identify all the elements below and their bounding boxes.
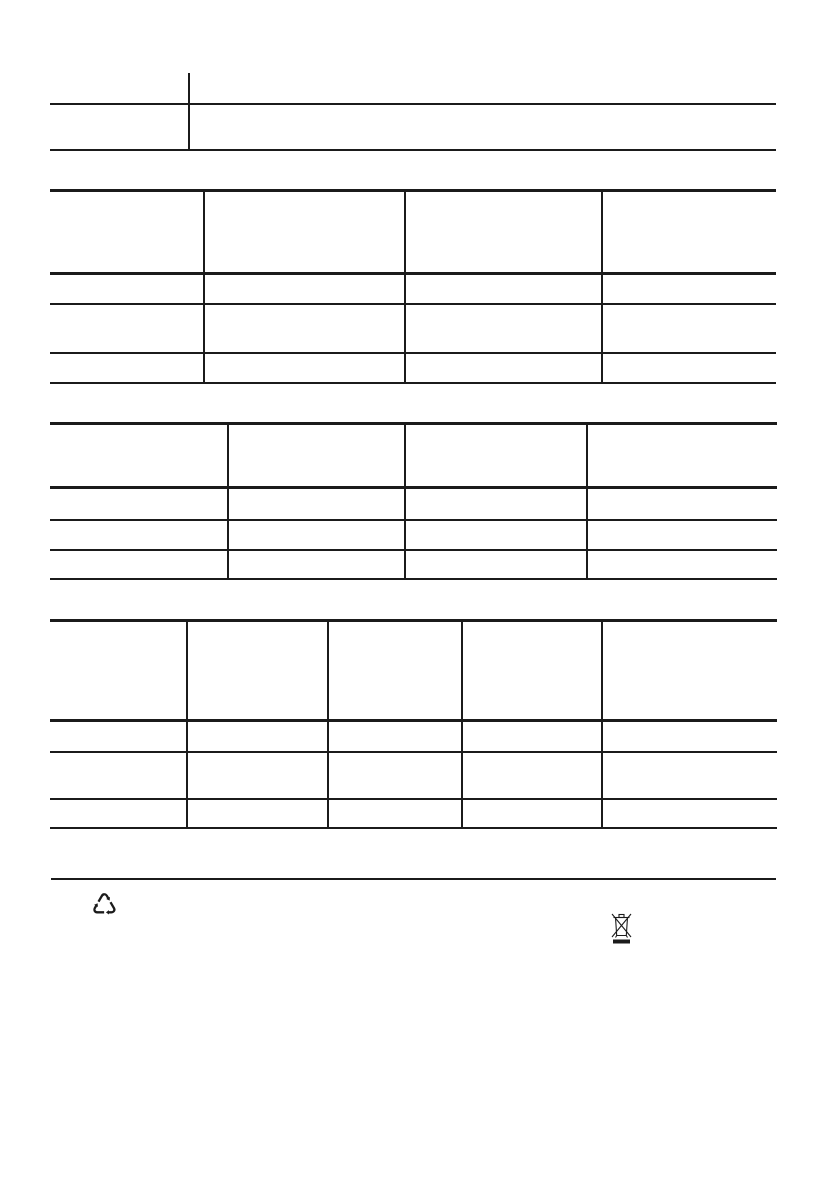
weee-crossed-out-bin-icon	[611, 913, 632, 948]
table-4-column-divider	[601, 619, 603, 829]
table-4-column-divider	[186, 619, 188, 829]
table-4-top-border	[50, 619, 777, 622]
table-3-row-line	[50, 519, 777, 521]
section-divider-rule	[51, 878, 776, 880]
table-2-column-divider	[203, 189, 205, 384]
table-3-column-divider	[227, 422, 229, 580]
table-1-column-divider	[188, 73, 190, 150]
table-3-header-bottom-border	[50, 486, 777, 489]
table-4-row-line	[50, 798, 777, 800]
table-2-top-border	[50, 189, 776, 192]
table-4-column-divider	[327, 619, 329, 829]
table-3-column-divider	[586, 422, 588, 580]
table-3-column-divider	[404, 422, 406, 580]
table-4-header-bottom-border	[50, 719, 777, 722]
recycling-symbol-icon: ♺	[91, 888, 118, 923]
table-2-row-line	[50, 352, 776, 354]
table-2-column-divider	[404, 189, 406, 384]
table-2-header-bottom-border	[50, 272, 776, 275]
table-2-bottom-border	[50, 382, 776, 384]
table-4-row-line	[50, 751, 777, 753]
table-2-row-line	[50, 303, 776, 305]
table-1-bottom-border	[50, 149, 776, 151]
table-3-row-line	[50, 549, 777, 551]
table-1-row-line	[50, 103, 776, 105]
table-4-column-divider	[461, 619, 463, 829]
table-3-top-border	[50, 422, 777, 425]
table-4-bottom-border	[50, 827, 777, 829]
table-2-column-divider	[601, 189, 603, 384]
table-3-bottom-border	[50, 578, 777, 580]
